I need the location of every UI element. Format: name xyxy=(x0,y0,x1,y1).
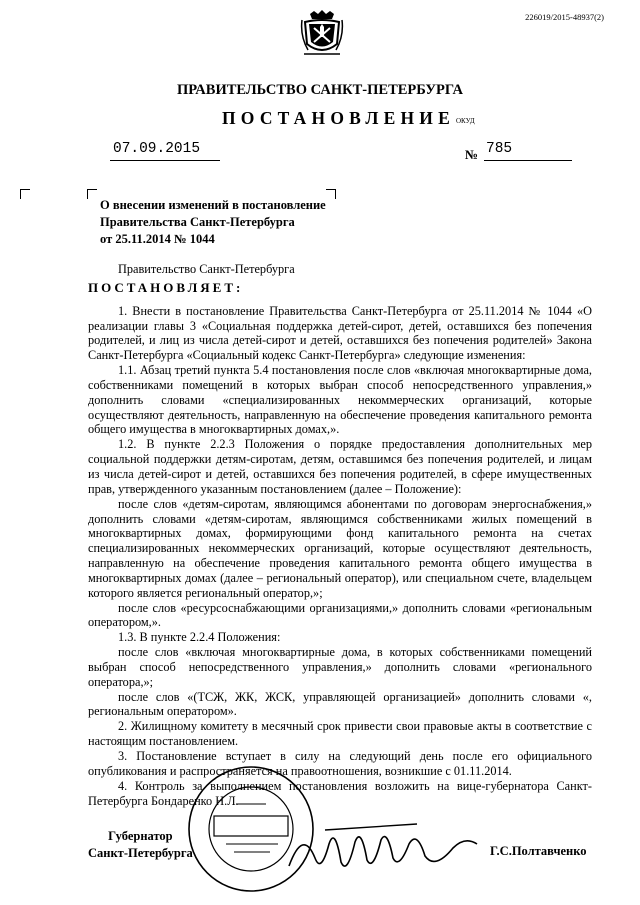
paragraph: 1.2. В пункте 2.2.3 Положения о порядке предоставления дополнительных мер социальной поддержки детям-сиротам, детям, оставшимся без попечения родителей, и лицам из числа детей-сирот и детей, оставшихся без попечения родителей, в сфере имущественных прав, утвержденного указанным постановлением (далее – Положение): xyxy=(88,437,592,496)
document-registration-number: 226019/2015-48937(2) xyxy=(525,12,604,22)
signatory-name: Г.С.Полтавченко xyxy=(490,844,587,858)
number-label: № xyxy=(465,147,479,162)
position-line: Губернатор xyxy=(108,829,173,843)
decree-date: 07.09.2015 xyxy=(113,141,201,157)
paragraph: 3. Постановление вступает в силу на следующий день после его официального опубликования и распространяется на правоотношения, возникшие с 01.11.2014. xyxy=(88,749,592,778)
position-line: Санкт-Петербурга xyxy=(88,846,193,860)
paragraph: после слов «ресурсоснабжающими организациями,» дополнить словами «региональным оператором,». xyxy=(88,600,592,630)
paragraph: 1.1. Абзац третий пункта 5.4 постановления после слов «включая многоквартирные дома, собственниками помещений в которых выбран способ непосредственного управления,» дополнить словами «специализированных некоммерческих организаций, которые осуществляют деятельность, направленную на обеспечение проведения капитального ремонта общего имущества в многоквартирных домах,». xyxy=(88,363,592,437)
coat-of-arms-emblem xyxy=(300,10,344,60)
subject-line: от 25.11.2014 № 1044 xyxy=(100,232,215,246)
paragraph: после слов «(ТСЖ, ЖК, ЖСК, управляющей организацией» дополнить словами «, региональным оператором». xyxy=(88,689,592,719)
signatory-position xyxy=(88,828,193,862)
paragraph: 2. Жилищному комитету в месячный срок привести свои правовые акты в соответствие с настоящим постановлением. xyxy=(88,719,592,749)
corner-mark-subject-right xyxy=(326,189,336,199)
handwritten-signature xyxy=(285,818,480,878)
intro-text: Правительство Санкт-Петербурга xyxy=(118,262,295,276)
decree-body xyxy=(88,262,592,808)
number-underline xyxy=(484,160,572,161)
decree-title: ПОСТАНОВЛЕНИЕ xyxy=(222,108,455,128)
decree-subject xyxy=(100,197,326,248)
corner-mark-left xyxy=(20,189,30,199)
okud-label: ОКУД xyxy=(456,117,475,125)
paragraph: 4. Контроль за выполнением постановления возложить на вице-губернатора Санкт-Петербурга Бондаренко Н.Л. xyxy=(88,778,592,808)
government-title: ПРАВИТЕЛЬСТВО САНКТ-ПЕТЕРБУРГА xyxy=(177,82,463,98)
subject-line: Правительства Санкт-Петербурга xyxy=(100,215,295,229)
corner-mark-subject-left xyxy=(87,189,97,199)
paragraph: после слов «включая многоквартирные дома, в которых собственниками помещений выбран способ непосредственного управления,» дополнить словами «регионального оператора,»; xyxy=(88,645,592,689)
resolves-heading: ПОСТАНОВЛЯЕТ: xyxy=(88,279,244,295)
paragraph: после слов «детям-сиротам, являющимся абонентами по договорам энергоснабжения,» дополнить словами «детям-сиротам, являющимся собственниками жилых помещений в многоквартирных домах, формирующими фонд капитального ремонта на счетах специализированных некоммерческих организаций, которые осуществляют деятельность, направленную на обеспечение проведения капитального ремонта общего имущества в многоквартирных домах (далее – региональный оператор), или специальном счете, владельцем которого является региональный оператор,»; xyxy=(88,496,592,600)
decree-number: 785 xyxy=(486,141,513,157)
date-underline xyxy=(110,160,220,161)
paragraph: 1.3. В пункте 2.2.4 Положения: xyxy=(118,630,281,645)
paragraph: 1. Внести в постановление Правительства Санкт-Петербурга от 25.11.2014 № 1044 «О реализации главы 3 «Социальная поддержка детей-сирот, детей, оставшихся без попечения родителей, и лиц из числа детей-сирот и детей, оставшихся без попечения родителей» Закона Санкт-Петербурга «Социальный кодекс Санкт-Петербурга» следующие изменения: xyxy=(88,303,592,363)
subject-line: О внесении изменений в постановление xyxy=(100,198,326,212)
